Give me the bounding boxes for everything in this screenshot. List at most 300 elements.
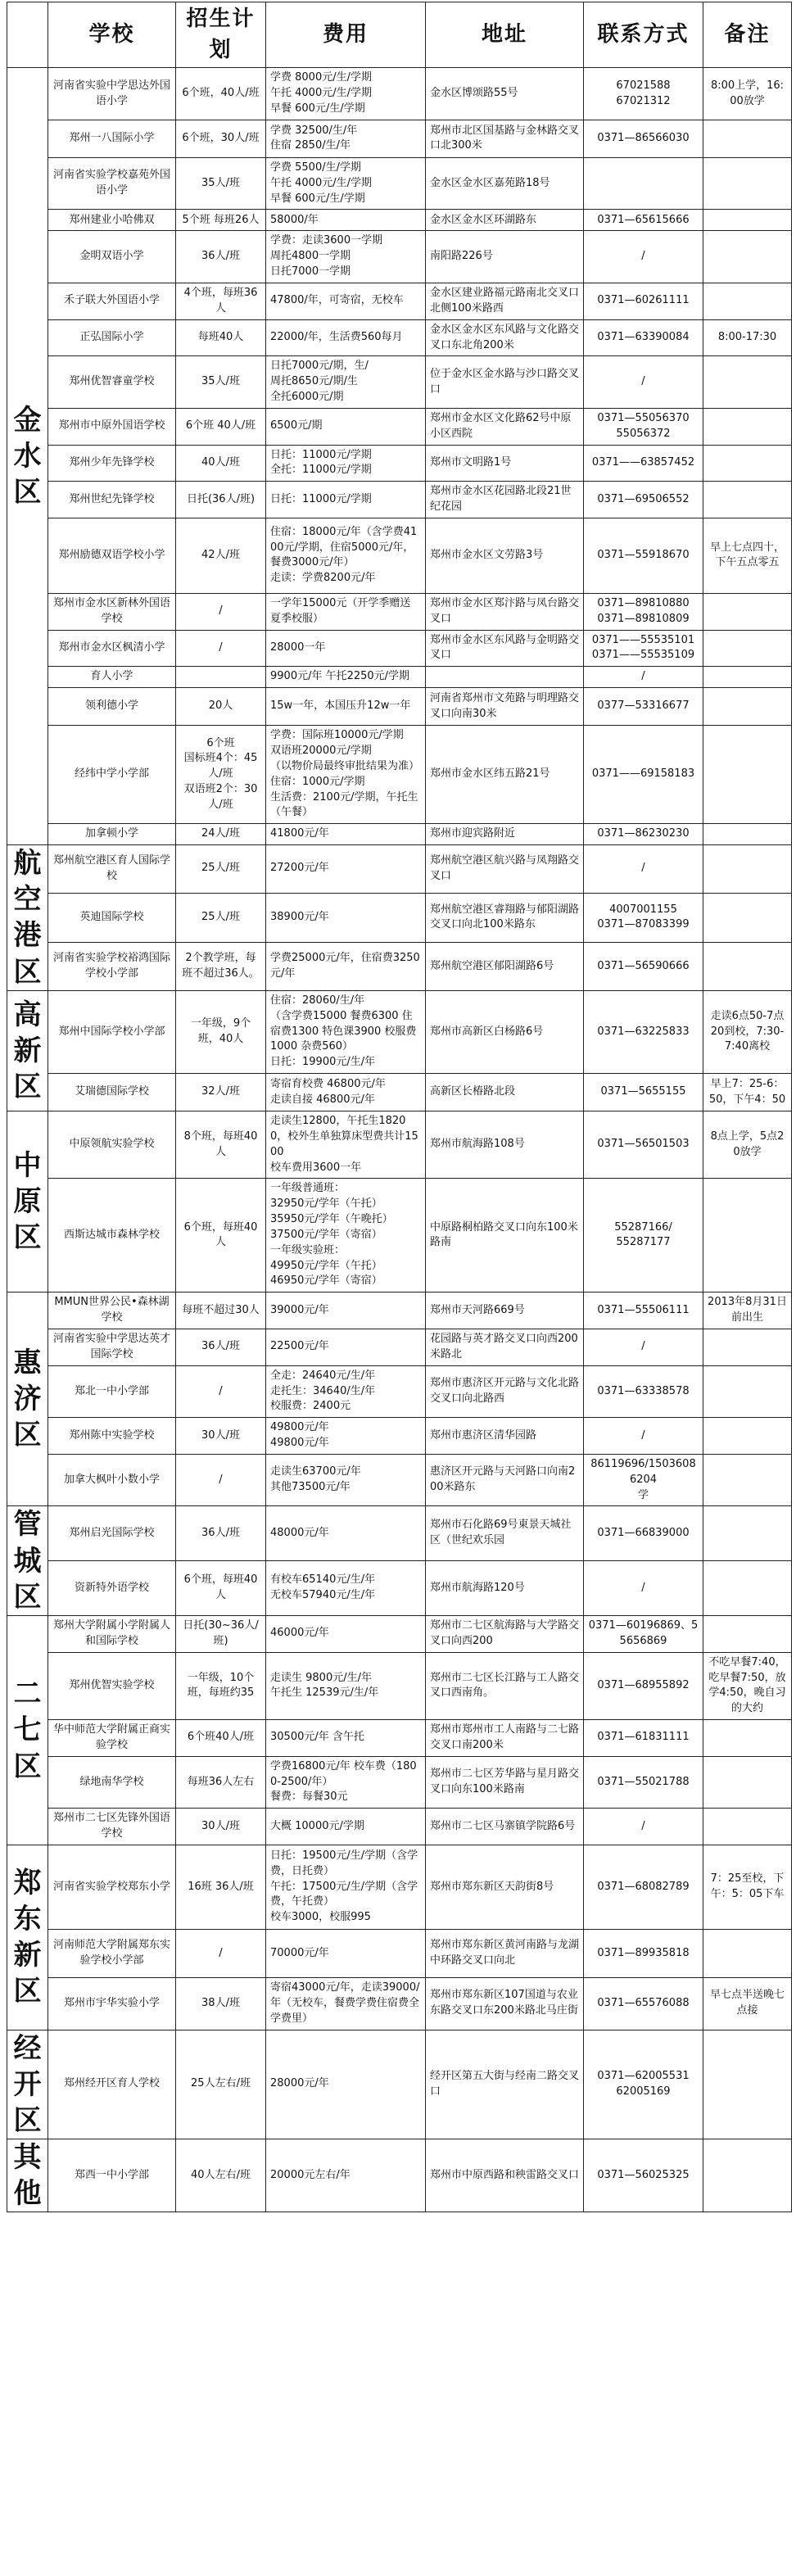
address: 郑州市北区国基路与金林路交叉口北300米: [426, 120, 584, 157]
address: 河南省郑州市文苑路与明理路交叉口向南30米: [426, 688, 584, 726]
table-row: [7, 1652, 792, 1719]
table-row: [7, 445, 792, 482]
school-name: 华中师范大学附属正商实验学校: [48, 1720, 176, 1757]
enrollment-plan: 一年级，10个班，每班约35: [176, 1652, 266, 1719]
table-row: [7, 283, 792, 319]
address: 金水区金水区环湖路东: [426, 210, 584, 231]
district-name: 航 空 港 区: [7, 845, 48, 991]
remarks: [703, 445, 792, 482]
address: 郑州市金水区文化路62号中原小区西院: [426, 408, 584, 445]
fee-details: 30500元/年 含午托: [266, 1720, 426, 1757]
fee-details: 住宿：18000元/年（含学费4100元/学期，住宿5000元/年，餐费3000元/年） 走读：学费8200元/年: [266, 518, 426, 593]
contact-info: 0371—86230230: [584, 824, 703, 845]
enrollment-plan: /: [176, 630, 266, 667]
table-row: [7, 726, 792, 824]
fee-details: 走读生 9800元/生/年 午托生 12539元/生/年: [266, 1652, 426, 1719]
enrollment-plan: 4个班，每班36人: [176, 283, 266, 319]
table-row: [7, 943, 792, 991]
remarks: [703, 593, 792, 630]
contact-info: [584, 157, 703, 210]
contact-info: /: [584, 231, 703, 283]
table-row: [7, 120, 792, 157]
contact-info: 0371—55056370 55056372: [584, 408, 703, 445]
remarks: [703, 688, 792, 726]
enrollment-plan: 6个班40人/班: [176, 1720, 266, 1757]
address: 郑州市航海路108号: [426, 1111, 584, 1179]
contact-info: 0371—56025325: [584, 2139, 703, 2212]
remarks: [703, 1616, 792, 1653]
remarks: [703, 1454, 792, 1506]
fee-details: 38900元/年: [266, 893, 426, 942]
table-row: [7, 1616, 792, 1653]
fee-details: 46000元/年: [266, 1616, 426, 1653]
fee-details: 28000一年: [266, 630, 426, 667]
school-name: 郑州市二七区先锋外国语学校: [48, 1809, 176, 1845]
enrollment-plan: 36人/班: [176, 1506, 266, 1561]
remarks: [703, 1418, 792, 1455]
fee-details: 27200元/年: [266, 845, 426, 894]
contact-info: 0371—68082789: [584, 1845, 703, 1929]
remarks: [703, 482, 792, 518]
remarks: [703, 1506, 792, 1561]
address: 郑州市金水区文劳路3号: [426, 518, 584, 593]
fee-details: 15w一年，本国压升12w一年: [266, 688, 426, 726]
address: 郑州市二七区长江路与工人路交叉口西南角。: [426, 1652, 584, 1719]
school-name: 郑州市中原外国语学校: [48, 408, 176, 445]
school-name: 郑州航空港区育人国际学校: [48, 845, 176, 894]
contact-info: /: [584, 845, 703, 894]
address: 郑州市天河路669号: [426, 1293, 584, 1329]
contact-info: 0371—63390084: [584, 319, 703, 356]
address: 郑州市迎宾路附近: [426, 824, 584, 845]
enrollment-plan: 6个班 40人/班: [176, 408, 266, 445]
remarks: [703, 356, 792, 409]
enrollment-plan: /: [176, 593, 266, 630]
school-name: 艾瑞德国际学校: [48, 1074, 176, 1111]
fee-details: 一年级普通班： 32950元/学年（午托） 35950元/学年（午晚托） 37500元/学年（寄宿） 一年级实验班： 49950元/学年（午托） 46950元/学年（寄宿）: [266, 1179, 426, 1293]
enrollment-plan: 2个教学班，每班不超过36人。: [176, 943, 266, 991]
address: 中原路桐柏路交叉口向东100米路南: [426, 1179, 584, 1293]
table-row: [7, 1179, 792, 1293]
table-row: [7, 1365, 792, 1418]
header-row: [7, 2, 792, 68]
address: 郑州市航海路120号: [426, 1561, 584, 1616]
school-name: 绿地南华学校: [48, 1756, 176, 1809]
fee-details: 走读生12800，午托生18200，校外生单独算床型费共计1500 校车费用3600一年: [266, 1111, 426, 1179]
remarks: [703, 120, 792, 157]
address: 金水区金水区东风路与文化路交叉口东北角200米: [426, 319, 584, 356]
table-body: [7, 68, 792, 2212]
fee-details: 49800元/年 49800元/年: [266, 1418, 426, 1455]
remarks: [703, 157, 792, 210]
school-name: 郑州优智睿童学校: [48, 356, 176, 409]
school-name: 育人小学: [48, 667, 176, 688]
contact-info: /: [584, 1418, 703, 1455]
remarks: [703, 845, 792, 894]
enrollment-plan: 16班 36人/班: [176, 1845, 266, 1929]
school-name: 郑州世纪先锋学校: [48, 482, 176, 518]
school-name: 郑州市金水区枫清小学: [48, 630, 176, 667]
remarks: [703, 1929, 792, 1977]
remarks: 8点上学，5点20放学: [703, 1111, 792, 1179]
enrollment-plan: 40人/班: [176, 445, 266, 482]
address: [426, 667, 584, 688]
contact-info: 0371—5655155: [584, 1074, 703, 1111]
table-row: [7, 1720, 792, 1757]
table-row: [7, 1561, 792, 1616]
school-name: 郑州市金水区新林外国语学校: [48, 593, 176, 630]
address: 金水区博颂路55号: [426, 68, 584, 120]
enrollment-plan: /: [176, 1454, 266, 1506]
table-row: [7, 893, 792, 942]
table-row: [7, 630, 792, 667]
fee-details: 9900元/年 午托2250元/学期: [266, 667, 426, 688]
fee-details: 走读生63700元/年 其他73500元/年: [266, 1454, 426, 1506]
table-row: [7, 68, 792, 120]
enrollment-plan: 30人/班: [176, 1418, 266, 1455]
school-name: 郑州一八国际小学: [48, 120, 176, 157]
address: 郑州市中原西路和秧雷路交叉口: [426, 2139, 584, 2212]
table-row: [7, 408, 792, 445]
address: 郑州市二七区航海路与大学路交叉口向西200: [426, 1616, 584, 1653]
fee-details: 日托：11000元/学期 全托：11000元/学期: [266, 445, 426, 482]
enrollment-plan: 25人/班: [176, 893, 266, 942]
remarks: [703, 893, 792, 942]
remarks: [703, 1561, 792, 1616]
table-row: [7, 2030, 792, 2139]
remarks: [703, 231, 792, 283]
enrollment-plan: 每班40人: [176, 319, 266, 356]
contact-info: 0371—69506552: [584, 482, 703, 518]
header-note: 备注: [703, 2, 792, 68]
table-row: [7, 157, 792, 210]
contact-info: 0371——55535101 0371——55535109: [584, 630, 703, 667]
fee-details: 学费：走读3600一学期 周托4800一学期 日托7000一学期: [266, 231, 426, 283]
fee-details: 58000/年: [266, 210, 426, 231]
fee-details: 39000元/年: [266, 1293, 426, 1329]
contact-info: 86119696/1503608 6204 学: [584, 1454, 703, 1506]
contact-info: /: [584, 1809, 703, 1845]
fee-details: 日托：19500元/生/学期（含学费，日托费） 午托：17500元/生/学期（含学费，午托费） 校车3000，校服995: [266, 1845, 426, 1929]
contact-info: 0371—61831111: [584, 1720, 703, 1757]
contact-info: 67021588 67021312: [584, 68, 703, 120]
header-contact: 联系方式: [584, 2, 703, 68]
enrollment-plan: 32人/班: [176, 1074, 266, 1111]
table-row: [7, 1418, 792, 1455]
remarks: [703, 1179, 792, 1293]
school-name: 西斯达城市森林学校: [48, 1179, 176, 1293]
school-name: 领利德小学: [48, 688, 176, 726]
fee-details: 大概 10000元/学期: [266, 1809, 426, 1845]
enrollment-plan: 38人/班: [176, 1977, 266, 2030]
remarks: [703, 283, 792, 319]
contact-info: /: [584, 356, 703, 409]
table-row: [7, 1293, 792, 1329]
address: 花园路与英才路交叉口向西200米路北: [426, 1329, 584, 1366]
remarks: 早七点半送晚七点接: [703, 1977, 792, 2030]
remarks: 8:00上学，16:00放学: [703, 68, 792, 120]
address: 郑州市二七区马寨镇学院路6号: [426, 1809, 584, 1845]
address: 位于金水区金水路与沙口路交叉口: [426, 356, 584, 409]
enrollment-plan: [176, 667, 266, 688]
school-name: 郑州建业小哈佛双: [48, 210, 176, 231]
district-name: 金 水 区: [7, 68, 48, 845]
address: 郑州市郑东新区黄河南路与龙湖中环路交叉口向北: [426, 1929, 584, 1977]
table-row: [7, 356, 792, 409]
enrollment-plan: 一年级，9个班，40人: [176, 990, 266, 1073]
school-name: 河南省实验学校郑东小学: [48, 1845, 176, 1929]
school-name: 郑州大学附属小学附属人和国际学校: [48, 1616, 176, 1653]
enrollment-plan: 25人左右/班: [176, 2030, 266, 2139]
contact-info: 0371—55506111: [584, 1293, 703, 1329]
contact-info: 0371—60196869、55656869: [584, 1616, 703, 1653]
contact-info: 0371—63225833: [584, 990, 703, 1073]
school-name: 郑北一中小学部: [48, 1365, 176, 1418]
contact-info: 0371—62005531 62005169: [584, 2030, 703, 2139]
school-name: 郑州少年先锋学校: [48, 445, 176, 482]
fee-details: 住宿：28060/生/年 （含学费15000 餐费6300 住宿费1300 特色课3900 校服费1000 杂费560） 日托：19900元/生/年: [266, 990, 426, 1073]
remarks: [703, 943, 792, 991]
table-row: [7, 1506, 792, 1561]
fee-details: 47800/年，可寄宿，无校车: [266, 283, 426, 319]
school-name: 郑州优智实验学校: [48, 1652, 176, 1719]
district-name: 郑 东 新 区: [7, 1845, 48, 2030]
address: 郑州市文明路1号: [426, 445, 584, 482]
school-name: 中原领航实验学校: [48, 1111, 176, 1179]
school-name: 金明双语小学: [48, 231, 176, 283]
school-name: 河南省实验学校裕鸿国际学校小学部: [48, 943, 176, 991]
fee-details: 一学年15000元（开学季赠送夏季校服）: [266, 593, 426, 630]
table-row: [7, 231, 792, 283]
table-row: [7, 1929, 792, 1977]
contact-info: 0371—56590666: [584, 943, 703, 991]
enrollment-plan: 35人/班: [176, 157, 266, 210]
table-row: [7, 1756, 792, 1809]
contact-info: 0371—66839000: [584, 1506, 703, 1561]
enrollment-plan: 20人: [176, 688, 266, 726]
header-address: 地址: [426, 2, 584, 68]
fee-details: 日托7000元/期，生/ 周托8650元/期/生 全托6000元/期: [266, 356, 426, 409]
enrollment-plan: 24人/班: [176, 824, 266, 845]
remarks: 早上7：25-6：50，下午4：50: [703, 1074, 792, 1111]
address: 郑州市郑州市工人南路与二七路交叉口南200米: [426, 1720, 584, 1757]
remarks: [703, 2030, 792, 2139]
address: 郑州市金水区郑汴路与凤台路交叉口: [426, 593, 584, 630]
school-name: 经纬中学小学部: [48, 726, 176, 824]
fee-details: 20000元左右/年: [266, 2139, 426, 2212]
fee-details: 学费：国际班10000元/学期 双语班20000元/学期 （以物价局最终审批结果为准） 住宿：1000元/学期 生活费：2100元/学期，午托生（午餐）: [266, 726, 426, 824]
remarks: 8:00-17:30: [703, 319, 792, 356]
remarks: 不吃早餐7:40，吃早餐7:50，放学4:50，晚自习的大约: [703, 1652, 792, 1719]
school-name: 河南省实验中学思达外国语小学: [48, 68, 176, 120]
remarks: [703, 1365, 792, 1418]
fee-details: 学费16800元/年 校车费（1800-2500/年） 餐费：每餐30元: [266, 1756, 426, 1809]
district-name: 管 城 区: [7, 1506, 48, 1616]
district-name: 惠 济 区: [7, 1293, 48, 1506]
fee-details: 48000元/年: [266, 1506, 426, 1561]
enrollment-plan: 6个班，每班40人: [176, 1179, 266, 1293]
fee-details: 22500元/年: [266, 1329, 426, 1366]
school-name: 正弘国际小学: [48, 319, 176, 356]
school-name: 英迪国际学校: [48, 893, 176, 942]
remarks: [703, 824, 792, 845]
remarks: [703, 408, 792, 445]
contact-info: 0371—63338578: [584, 1365, 703, 1418]
enrollment-plan: 日托(36人/班): [176, 482, 266, 518]
enrollment-plan: 每班不超过30人: [176, 1293, 266, 1329]
address: 郑州市惠济区开元路与文化北路交叉口向北路西: [426, 1365, 584, 1418]
school-name: 禾子联大外国语小学: [48, 283, 176, 319]
fee-details: 学费 8000元/生/学期 午托 4000元/生/学期 早餐 600元/生/学期: [266, 68, 426, 120]
school-name: 郑州中国际学校小学部: [48, 990, 176, 1073]
contact-info: 0371——63857452: [584, 445, 703, 482]
district-name: 经 开 区: [7, 2030, 48, 2139]
school-name: 河南师范大学附属郑东实验学校小学部: [48, 1929, 176, 1977]
fee-details: 学费 32500/生/年 住宿 2850/生/年: [266, 120, 426, 157]
enrollment-plan: /: [176, 1929, 266, 1977]
address: 郑州市郑东新区天韵街8号: [426, 1845, 584, 1929]
address: 郑州市郑东新区107国道与农业东路交叉口东200米路北马庄街: [426, 1977, 584, 2030]
district-name: 高 新 区: [7, 990, 48, 1111]
enrollment-plan: 35人/班: [176, 356, 266, 409]
remarks: [703, 726, 792, 824]
contact-info: 0371—56501503: [584, 1111, 703, 1179]
table-row: [7, 518, 792, 593]
fee-details: 日托：11000元/学期: [266, 482, 426, 518]
fee-details: 6500元/期: [266, 408, 426, 445]
header-corner: [7, 2, 48, 68]
school-name: 郑州陈中实验学校: [48, 1418, 176, 1455]
table-row: [7, 1845, 792, 1929]
school-name: 郑西一中小学部: [48, 2139, 176, 2212]
remarks: [703, 667, 792, 688]
address: 经开区第五大街与经南二路交叉口: [426, 2030, 584, 2139]
contact-info: 0371—89935818: [584, 1929, 703, 1977]
fee-details: 学费 5500/生/学期 午托 4000元/生/学期 早餐 600元/生/学期: [266, 157, 426, 210]
contact-info: 0371—86566030: [584, 120, 703, 157]
remarks: [703, 630, 792, 667]
district-name: 其 他: [7, 2139, 48, 2212]
enrollment-plan: 6个班，30人/班: [176, 120, 266, 157]
remarks: [703, 1756, 792, 1809]
fee-details: 41800元/年: [266, 824, 426, 845]
contact-info: 0371—55918670: [584, 518, 703, 593]
table-row: [7, 210, 792, 231]
address: 郑州市金水区花园路北段21世纪花园: [426, 482, 584, 518]
remarks: 2013年8月31日前出生: [703, 1293, 792, 1329]
table-row: [7, 688, 792, 726]
enrollment-plan: 5个班 每班26人: [176, 210, 266, 231]
table-row: [7, 319, 792, 356]
address: 郑州市石化路69号東景天城社区（世纪欢乐园: [426, 1506, 584, 1561]
address: 郑州市惠济区清华园路: [426, 1418, 584, 1455]
header-fee: 费用: [266, 2, 426, 68]
address: 郑州市高新区白杨路6号: [426, 990, 584, 1073]
district-name: 二 七 区: [7, 1616, 48, 1845]
remarks: [703, 2139, 792, 2212]
enrollment-plan: 36人/班: [176, 231, 266, 283]
table-row: [7, 845, 792, 894]
address: 郑州市金水区纬五路21号: [426, 726, 584, 824]
address: 郑州航空港区郁阳湖路6号: [426, 943, 584, 991]
table-row: [7, 824, 792, 845]
enrollment-plan: /: [176, 1365, 266, 1418]
school-name: 郑州启光国际学校: [48, 1506, 176, 1561]
school-name: 郑州市宇华实验小学: [48, 1977, 176, 2030]
address: 高新区长椿路北段: [426, 1074, 584, 1111]
fee-details: 22000/年，生活费560每月: [266, 319, 426, 356]
address: 郑州市二七区芳华路与星月路交叉口向东100米路南: [426, 1756, 584, 1809]
enrollment-plan: 25人/班: [176, 845, 266, 894]
fee-details: 有校车65140元/生/年 无校车57940元/生/年: [266, 1561, 426, 1616]
table-row: [7, 2139, 792, 2212]
contact-info: 0371—65615666: [584, 210, 703, 231]
address: 南阳路226号: [426, 231, 584, 283]
address: 郑州市金水区东风路与金明路交叉口: [426, 630, 584, 667]
school-name: 河南省实验学校嘉苑外国语小学: [48, 157, 176, 210]
enrollment-plan: 36人/班: [176, 1329, 266, 1366]
enrollment-plan: 6个班，每班40人: [176, 1561, 266, 1616]
remarks: 7：25至校，下午：5：05下车: [703, 1845, 792, 1929]
contact-info: /: [584, 1329, 703, 1366]
contact-info: 4007001155 0371—87083399: [584, 893, 703, 942]
contact-info: 0371—60261111: [584, 283, 703, 319]
school-name: 加拿大枫叶小数小学: [48, 1454, 176, 1506]
school-name: 河南省实验中学思达英才国际学校: [48, 1329, 176, 1366]
table-row: [7, 1329, 792, 1366]
address: 金水区建业路福元路南北交叉口北侧100米路西: [426, 283, 584, 319]
table-row: [7, 1809, 792, 1845]
fee-details: 学费25000元/年，住宿费3250元/年: [266, 943, 426, 991]
table-row: [7, 1977, 792, 2030]
contact-info: 0371—55021788: [584, 1756, 703, 1809]
table-row: [7, 1454, 792, 1506]
school-name: 资新特外语学校: [48, 1561, 176, 1616]
contact-info: 0371—68955892: [584, 1652, 703, 1719]
table-row: [7, 1074, 792, 1111]
table-row: [7, 482, 792, 518]
table-row: [7, 593, 792, 630]
enrollment-plan: 40人左右/班: [176, 2139, 266, 2212]
contact-info: 0371—89810880 0371—89810809: [584, 593, 703, 630]
contact-info: /: [584, 667, 703, 688]
district-name: 中 原 区: [7, 1111, 48, 1293]
remarks: [703, 210, 792, 231]
address: 惠济区开元路与天河路口向南200米路东: [426, 1454, 584, 1506]
fee-details: 寄宿育校费 46800元/年 走读自接 46800元/年: [266, 1074, 426, 1111]
contact-info: 0371——69158183: [584, 726, 703, 824]
remarks: 走读6点50-7点20到校，7:30-7:40离校: [703, 990, 792, 1073]
school-name: 郑州经开区育人学校: [48, 2030, 176, 2139]
remarks: 早上七点四十，下午五点零五: [703, 518, 792, 593]
enrollment-plan: 30人/班: [176, 1809, 266, 1845]
address: 金水区金水区嘉苑路18号: [426, 157, 584, 210]
remarks: [703, 1329, 792, 1366]
table-row: [7, 1111, 792, 1179]
school-name: 加拿顿小学: [48, 824, 176, 845]
fee-details: 70000元/年: [266, 1929, 426, 1977]
remarks: [703, 1809, 792, 1845]
enrollment-plan: 日托(30~36人/班): [176, 1616, 266, 1653]
fee-details: 全走：24640元/生/年 走托生：34640/生/年 校服费：2400元: [266, 1365, 426, 1418]
enrollment-plan: 6个班，40人/班: [176, 68, 266, 120]
header-school: 学校: [48, 2, 176, 68]
fee-details: 28000元/年: [266, 2030, 426, 2139]
remarks: [703, 1720, 792, 1757]
contact-info: 0371—65576088: [584, 1977, 703, 2030]
header-plan: 招生计划: [176, 2, 266, 68]
school-name: MMUN世界公民•森林湖学校: [48, 1293, 176, 1329]
